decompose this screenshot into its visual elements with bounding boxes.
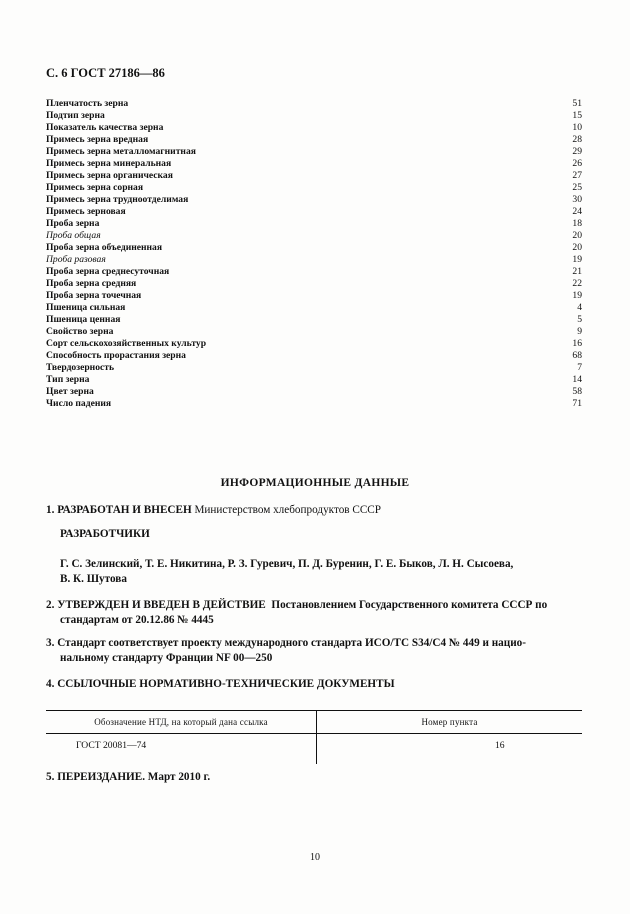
index-page: 28 <box>572 134 582 145</box>
index-row <box>46 146 582 158</box>
index-page: 20 <box>572 230 582 241</box>
section-2-text: Постановлением Государственного комитета СССР по <box>271 599 548 611</box>
index-page: 71 <box>572 398 582 409</box>
references-table <box>46 710 582 764</box>
index-page: 22 <box>572 278 582 289</box>
developers-heading: РАЗРАБОТЧИКИ <box>60 528 150 540</box>
section-1-heading: 1. РАЗРАБОТАН И ВНЕСЕН <box>46 504 192 516</box>
index-row <box>46 302 582 314</box>
page-header: С. 6 ГОСТ 27186—86 <box>46 66 165 80</box>
section-2-line: стандартам от 20.12.86 № 4445 <box>60 614 214 626</box>
index-row <box>46 218 582 230</box>
index-row <box>46 374 582 386</box>
info-section-title: ИНФОРМАЦИОННЫЕ ДАННЫЕ <box>220 477 410 489</box>
index-page: 14 <box>572 374 582 385</box>
index-term: Пшеница сильная <box>46 302 126 313</box>
index-term: Тип зерна <box>46 374 90 385</box>
section-3-line: 3. Стандарт соответствует проекту международного стандарта ИСО/ТС S34/С4 № 449 и нацио- <box>46 637 526 649</box>
index-row <box>46 122 582 134</box>
section-3 <box>46 636 582 666</box>
index-term: Проба зерна средняя <box>46 278 137 289</box>
index-row <box>46 170 582 182</box>
section-2 <box>46 598 582 628</box>
index-term: Примесь зерна металломагнитная <box>46 146 196 157</box>
index-term: Примесь зерна трудноотделимая <box>46 194 189 205</box>
index-term: Число падения <box>46 398 112 409</box>
index-term: Подтип зерна <box>46 110 105 121</box>
index-term: Примесь зерна сорная <box>46 182 144 193</box>
index-term: Пленчатость зерна <box>46 98 129 109</box>
index-row <box>46 158 582 170</box>
index-term: Примесь зерновая <box>46 206 126 217</box>
index-page: 26 <box>572 158 582 169</box>
index-term: Примесь зерна вредная <box>46 134 149 145</box>
table-header-clause: Номер пункта <box>317 711 583 734</box>
index-page: 10 <box>572 122 582 133</box>
index-term: Показатель качества зерна <box>46 122 164 133</box>
index-term: Примесь зерна органическая <box>46 170 173 181</box>
section-2-heading: 2. УТВЕРЖДЕН И ВВЕДЕН В ДЕЙСТВИЕ <box>46 599 266 611</box>
index-page: 20 <box>572 242 582 253</box>
index-term: Проба зерна <box>46 218 100 229</box>
index-page: 25 <box>572 182 582 193</box>
index-page: 58 <box>572 386 582 397</box>
index-page: 24 <box>572 206 582 217</box>
developers-list <box>46 557 582 587</box>
table-row <box>46 734 582 765</box>
index-page: 9 <box>577 326 582 337</box>
term-index <box>46 98 582 410</box>
index-row <box>46 182 582 194</box>
section-4-heading: 4. ССЫЛОЧНЫЕ НОРМАТИВНО-ТЕХНИЧЕСКИЕ ДОКУМЕНТЫ <box>46 678 395 690</box>
index-row <box>46 326 582 338</box>
table-cell-designation: ГОСТ 20081—74 <box>46 734 317 765</box>
index-page: 18 <box>572 218 582 229</box>
index-row <box>46 338 582 350</box>
index-page: 16 <box>572 338 582 349</box>
index-page: 15 <box>572 110 582 121</box>
index-page: 29 <box>572 146 582 157</box>
index-row <box>46 134 582 146</box>
index-term: Цвет зерна <box>46 386 94 397</box>
index-page: 4 <box>577 302 582 313</box>
index-page: 19 <box>572 290 582 301</box>
index-row <box>46 230 582 242</box>
index-term: Проба зерна точечная <box>46 290 142 301</box>
index-row <box>46 98 582 110</box>
page-number: 10 <box>310 852 320 863</box>
index-row <box>46 290 582 302</box>
index-page: 51 <box>572 98 582 109</box>
index-term: Способность прорастания зерна <box>46 350 186 361</box>
index-row <box>46 278 582 290</box>
index-row <box>46 206 582 218</box>
index-row <box>46 110 582 122</box>
index-row <box>46 242 582 254</box>
section-2-line <box>46 598 582 613</box>
index-page: 21 <box>572 266 582 277</box>
section-1 <box>46 503 582 518</box>
developers-line: Г. С. Зелинский, Т. Е. Никитина, Р. З. Гуревич, П. Д. Буренин, Г. Е. Быков, Л. Н. Сысоева, <box>60 558 514 570</box>
index-term: Примесь зерна минеральная <box>46 158 172 169</box>
index-page: 19 <box>572 254 582 265</box>
table-header-row <box>46 711 582 734</box>
index-row <box>46 350 582 362</box>
index-term: Твердозерность <box>46 362 115 373</box>
index-term: Сорт сельскохозяйственных культур <box>46 338 207 349</box>
index-row <box>46 398 582 410</box>
developers-line: В. К. Шутова <box>60 573 127 585</box>
index-term: Проба зерна среднесуточная <box>46 266 170 277</box>
index-term: Проба зерна объединенная <box>46 242 163 253</box>
table-cell-clause: 16 <box>495 740 505 751</box>
table-header-designation: Обозначение НТД, на который дана ссылка <box>46 711 317 734</box>
index-page: 30 <box>572 194 582 205</box>
index-row <box>46 254 582 266</box>
index-page: 68 <box>572 350 582 361</box>
index-row <box>46 386 582 398</box>
index-term: Проба разовая <box>46 254 106 265</box>
index-term: Свойство зерна <box>46 326 114 337</box>
index-row <box>46 266 582 278</box>
index-term: Пшеница ценная <box>46 314 121 325</box>
index-term: Проба общая <box>46 230 101 241</box>
index-row <box>46 314 582 326</box>
index-page: 27 <box>572 170 582 181</box>
index-page: 5 <box>577 314 582 325</box>
index-page: 7 <box>577 362 582 373</box>
index-row <box>46 362 582 374</box>
section-5: 5. ПЕРЕИЗДАНИЕ. Март 2010 г. <box>46 771 211 783</box>
index-row <box>46 194 582 206</box>
section-1-text: Министерством хлебопродуктов СССР <box>194 504 381 516</box>
section-3-line: нальному стандарту Франции NF 00—250 <box>60 652 273 664</box>
